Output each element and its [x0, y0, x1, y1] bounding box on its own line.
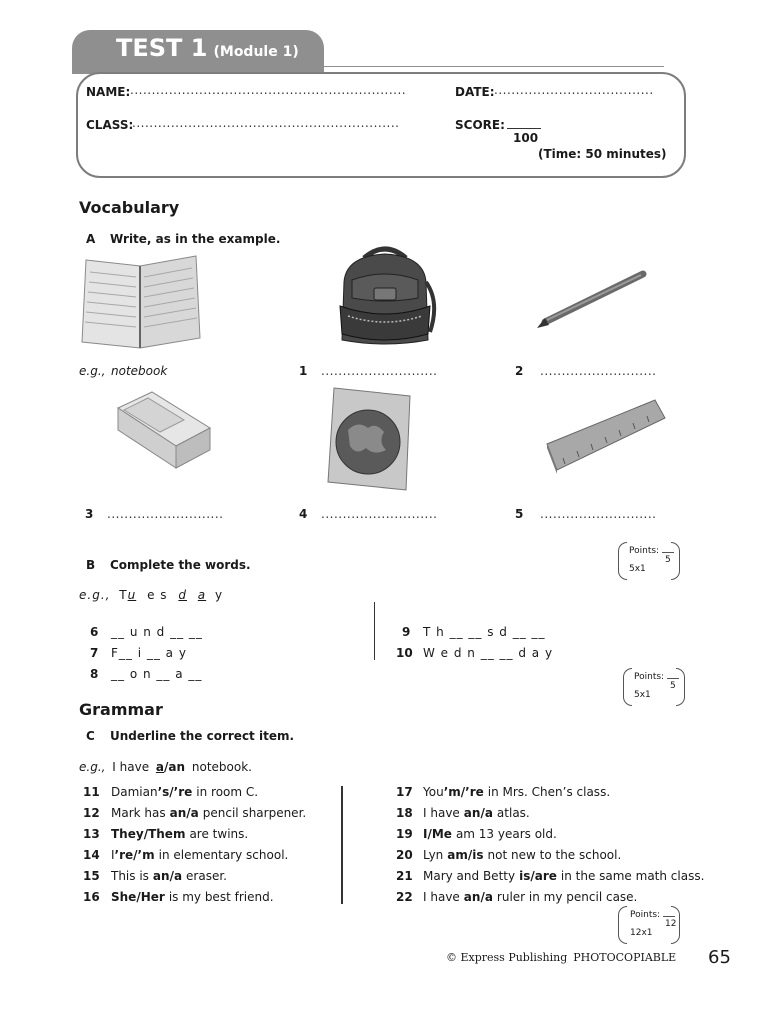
item-number: 5	[515, 507, 524, 521]
test-title: TEST 1 (Module 1)	[116, 34, 299, 62]
word-puzzle[interactable]: W e d n __ __ d a y	[423, 646, 554, 660]
score-fraction-bar	[507, 128, 541, 129]
ruler-image	[545, 398, 667, 474]
item-number: 16	[83, 890, 100, 904]
item-number: 6	[90, 625, 99, 639]
section-b-letter: B	[86, 558, 96, 572]
grammar-sentence: I/Me am 13 years old.	[423, 827, 557, 841]
copyright: © Express Publishing PHOTOCOPIABLE	[446, 951, 677, 964]
title-rule	[72, 66, 664, 67]
item-number: 11	[83, 785, 100, 799]
item-number: 7	[90, 646, 99, 660]
score-label: SCORE:	[455, 118, 505, 132]
name-field[interactable]: ................................................................	[130, 83, 407, 97]
grammar-sentence: Mark has an/a pencil sharpener.	[111, 806, 307, 820]
item-number: 20	[396, 848, 413, 862]
answer-options[interactable]: ’s/’re	[157, 785, 193, 799]
answer-field[interactable]: ...........................	[321, 364, 438, 378]
score-total: 100	[513, 131, 539, 145]
name-label: NAME:	[86, 85, 131, 99]
answer-options[interactable]: an/a	[463, 806, 493, 820]
atlas-image	[326, 386, 412, 492]
date-field[interactable]: .....................................	[494, 83, 654, 97]
eraser-image	[112, 388, 216, 472]
item-number: 8	[90, 667, 99, 681]
section-a-instruction: Write, as in the example.	[110, 232, 281, 246]
answer-options[interactable]: ’re/’m	[114, 848, 155, 862]
answer-field[interactable]: ...........................	[321, 507, 438, 521]
points-box: Points: 12 12x1	[618, 906, 680, 942]
column-divider	[374, 602, 375, 660]
section-c-letter: C	[86, 729, 95, 743]
grammar-sentence: They/Them are twins.	[111, 827, 249, 841]
module-label: (Module 1)	[213, 44, 299, 60]
item-number: 12	[83, 806, 100, 820]
item-number: 21	[396, 869, 413, 883]
item-number: 14	[83, 848, 100, 862]
date-label: DATE:	[455, 85, 495, 99]
answer-options[interactable]: am/is	[447, 848, 484, 862]
item-number: 1	[299, 364, 308, 378]
points-box: Points: 5 5x1	[623, 668, 685, 704]
answer-options[interactable]: an/a	[463, 890, 493, 904]
notebook-image	[80, 252, 202, 352]
example-prefix: e.g.,	[79, 364, 106, 378]
answer-field[interactable]: ...........................	[107, 507, 224, 521]
section-b-instruction: Complete the words.	[110, 558, 251, 572]
class-label: CLASS:	[86, 118, 134, 132]
item-number: 18	[396, 806, 413, 820]
grammar-sentence: You’m/’re in Mrs. Chen’s class.	[423, 785, 611, 799]
answer-options[interactable]: an/a	[169, 806, 199, 820]
item-number: 19	[396, 827, 413, 841]
points-box: Points: 5 5x1	[618, 542, 680, 578]
answer-options[interactable]: is/are	[519, 869, 557, 883]
grammar-sentence: Mary and Betty is/are in the same math class.	[423, 869, 705, 883]
column-divider	[341, 786, 343, 904]
backpack-image	[330, 242, 440, 350]
answer-field[interactable]: ...........................	[540, 364, 657, 378]
item-number: 22	[396, 890, 413, 904]
answer-options[interactable]: I/Me	[423, 827, 452, 841]
page-number: 65	[708, 947, 731, 968]
time-limit: (Time: 50 minutes)	[538, 147, 667, 161]
grammar-sentence: I have an/a atlas.	[423, 806, 530, 820]
answer-options[interactable]: They/Them	[111, 827, 186, 841]
section-c-instruction: Underline the correct item.	[110, 729, 295, 743]
class-field[interactable]: ..............................................................	[132, 116, 400, 130]
item-number: 4	[299, 507, 308, 521]
vocabulary-heading: Vocabulary	[79, 198, 180, 217]
item-number: 9	[402, 625, 411, 639]
word-puzzle[interactable]: T h __ __ s d __ __	[423, 625, 546, 639]
item-number: 3	[85, 507, 94, 521]
grammar-sentence: Lyn am/is not new to the school.	[423, 848, 622, 862]
item-number: 17	[396, 785, 413, 799]
grammar-sentence: This is an/a eraser.	[111, 869, 227, 883]
answer-options[interactable]: She/Her	[111, 890, 165, 904]
answer-options[interactable]: ’m/’re	[443, 785, 484, 799]
section-a-letter: A	[86, 232, 96, 246]
item-number: 10	[396, 646, 413, 660]
grammar-sentence: Damian’s/’re in room C.	[111, 785, 259, 799]
answer-options[interactable]: an/a	[152, 869, 183, 883]
answer-field[interactable]: ...........................	[540, 507, 657, 521]
grammar-sentence: I’re/’m in elementary school.	[111, 848, 289, 862]
item-number: 2	[515, 364, 524, 378]
example-answer: notebook	[111, 364, 168, 378]
item-number: 15	[83, 869, 100, 883]
grammar-heading: Grammar	[79, 700, 163, 719]
section-b-example: e.g., Tu e s d a y	[79, 588, 224, 602]
word-puzzle[interactable]: F__ i __ a y	[111, 646, 187, 660]
pen-image	[535, 268, 651, 330]
word-puzzle[interactable]: __ u n d __ __	[111, 625, 203, 639]
grammar-sentence: She/Her is my best friend.	[111, 890, 274, 904]
grammar-sentence: I have an/a ruler in my pencil case.	[423, 890, 638, 904]
item-number: 13	[83, 827, 100, 841]
section-c-example: e.g., I have a/an notebook.	[79, 760, 252, 774]
word-puzzle[interactable]: __ o n __ a __	[111, 667, 203, 681]
